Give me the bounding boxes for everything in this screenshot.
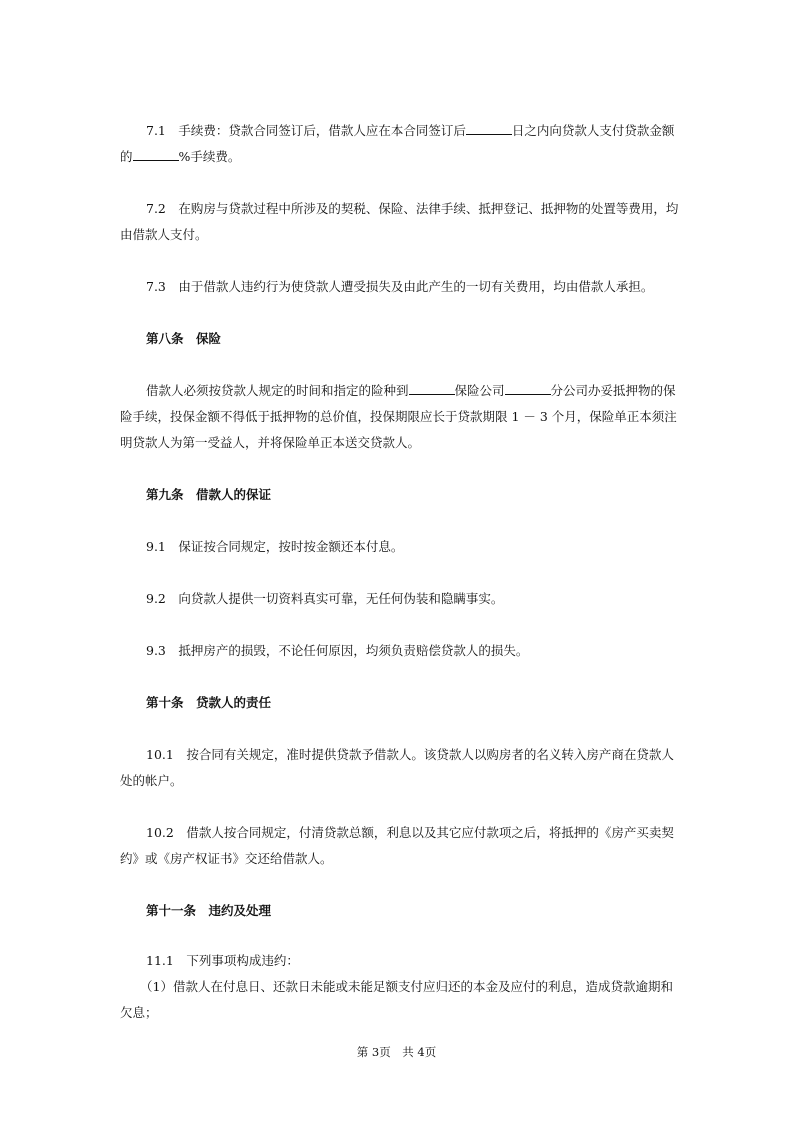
clause-9-2 [120, 586, 680, 612]
clause-number: 10.2 [146, 825, 174, 840]
clause-text: 保险公司 [454, 383, 505, 398]
clause-text: 保证按合同规定，按时按金额还本付息。 [178, 539, 404, 554]
clause-9-3 [120, 638, 680, 664]
blank-days[interactable] [466, 120, 512, 135]
clause-number: 7.2 [146, 201, 166, 216]
clause-text: 借款人必须按贷款人规定的时间和指定的险种到 [146, 383, 409, 398]
page-footer: 第 3页 共 4页 [356, 1045, 437, 1059]
clause-text: 在购房与贷款过程中所涉及的契税、保险、法律手续、抵押登记、抵押物的处置等费用，均由借款人支付。 [120, 201, 679, 242]
blank-insurance-type[interactable] [409, 380, 455, 395]
clause-number: 10.1 [146, 747, 174, 762]
article-8-heading: 第八条 保险 [146, 331, 222, 346]
article-10-heading: 第十条 贷款人的责任 [146, 695, 272, 710]
clause-text: 下列事项构成违约： [186, 953, 299, 968]
clause-text: 手续费：贷款合同签订后，借款人应在本合同签订后 [178, 123, 466, 138]
clause-10-2 [120, 820, 680, 872]
clause-number: 9.2 [146, 591, 166, 606]
article-9-heading: 第九条 借款人的保证 [146, 487, 272, 502]
blank-percent[interactable] [133, 146, 179, 161]
clause-number: 9.3 [146, 643, 166, 658]
clause-7-3 [120, 274, 680, 300]
clause-11-1-item-1: （1）借款人在付息日、还款日未能或未能足额支付应归还的本金及应付的利息，造成贷款逾期和欠息； [120, 979, 673, 1020]
clause-11-1 [120, 948, 680, 974]
clause-text: 按合同有关规定，准时提供贷款予借款人。该贷款人以购房者的名义转入房产商在贷款人处的帐户。 [120, 747, 674, 788]
clause-text: 抵押房产的损毁，不论任何原因，均须负责赔偿贷款人的损失。 [178, 643, 529, 658]
clause-number: 7.1 [146, 123, 166, 138]
clause-7-1 [120, 118, 680, 170]
article-8-text [120, 378, 680, 456]
blank-branch[interactable] [505, 380, 551, 395]
clause-text: 向贷款人提供一切资料真实可靠，无任何伪装和隐瞒事实。 [178, 591, 504, 606]
clause-number: 7.3 [146, 279, 166, 294]
clause-9-1 [120, 534, 680, 560]
clause-number: 11.1 [146, 953, 174, 968]
clause-text: 分公司办妥抵押物的保险手续，投保金额不得低于抵押物的总价值，投保期限应长于贷款期限 1 － 3 个月，保险单正本须注明贷款人为第一受益人，并将保险单正本送交贷款人。 [120, 383, 677, 450]
clause-text: 由于借款人违约行为使贷款人遭受损失及由此产生的一切有关费用，均由借款人承担。 [178, 279, 654, 294]
clause-number: 9.1 [146, 539, 166, 554]
clause-text: %手续费。 [178, 149, 241, 164]
article-11-heading: 第十一条 违约及处理 [146, 903, 272, 918]
clause-text: 借款人按合同规定，付清贷款总额，利息以及其它应付款项之后，将抵押的《房产买卖契约》或《房产权证书》交还给借款人。 [120, 825, 674, 866]
clause-7-2 [120, 196, 680, 248]
clause-10-1 [120, 742, 680, 794]
clause-text: 日之内向贷款人支付贷款金额的 [120, 123, 675, 164]
